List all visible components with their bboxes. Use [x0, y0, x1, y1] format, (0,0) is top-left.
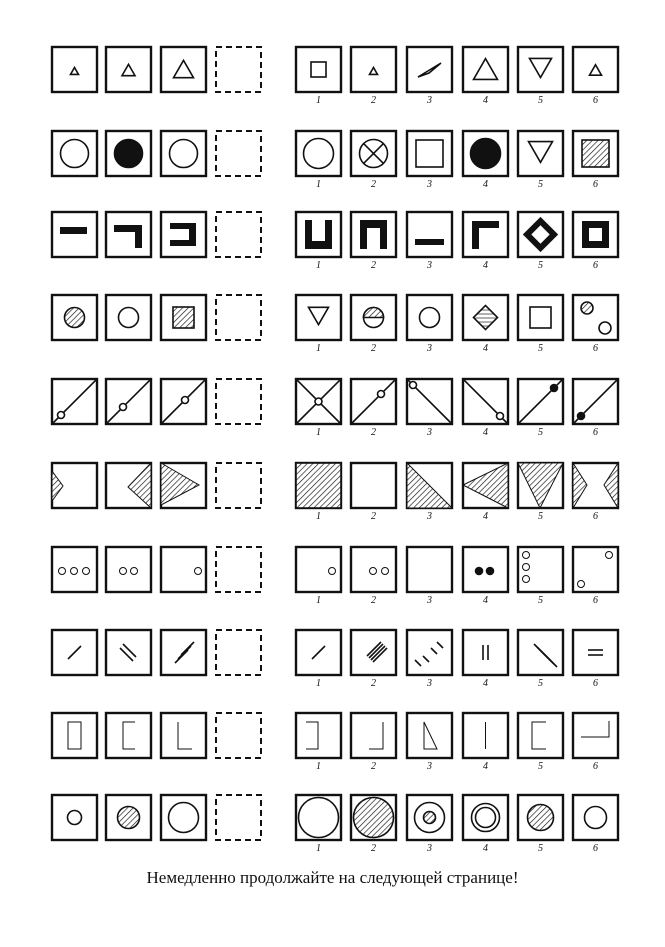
row-8-option-1[interactable] [296, 630, 341, 675]
row-2-option-1[interactable] [296, 131, 341, 176]
row-2-option-4[interactable] [463, 131, 508, 176]
row-8-option-4[interactable] [463, 630, 508, 675]
row-2-option-1-number: 1 [316, 179, 321, 190]
row-7-option-6-number: 6 [593, 595, 598, 606]
row-8-option-3-number: 3 [427, 678, 432, 689]
row-4-option-1[interactable] [296, 295, 341, 340]
row-3-option-4[interactable] [463, 212, 508, 257]
row-6-option-1-number: 1 [316, 511, 321, 522]
row-7-option-1-number: 1 [316, 595, 321, 606]
row-3-option-6-number: 6 [593, 260, 598, 271]
row-6-option-4[interactable] [463, 463, 508, 508]
row-4-option-4[interactable] [463, 295, 508, 340]
row-10-option-2[interactable] [351, 795, 396, 840]
row-5-option-1-number: 1 [316, 427, 321, 438]
row-3-option-2[interactable] [351, 212, 396, 257]
row-10-option-3-number: 3 [427, 843, 432, 854]
row-9-option-6-number: 6 [593, 761, 598, 772]
row-4-option-6[interactable] [573, 295, 618, 340]
row-5-sequence-figure-1 [52, 379, 97, 424]
row-1-option-6-number: 6 [593, 95, 598, 106]
row-1-sequence-figure-3 [161, 47, 206, 92]
row-1-option-1[interactable] [296, 47, 341, 92]
row-2-sequence-figure-3 [161, 131, 206, 176]
row-4-sequence-figure-2 [106, 295, 151, 340]
row-1-option-3[interactable] [407, 47, 452, 92]
row-5-option-6[interactable] [573, 379, 618, 424]
row-1-sequence-figure-1 [52, 47, 97, 92]
row-9-option-3[interactable] [407, 713, 452, 758]
row-1-option-6[interactable] [573, 47, 618, 92]
row-1-option-4-number: 4 [483, 95, 488, 106]
row-3-sequence-figure-3 [161, 212, 206, 257]
row-6-option-4-number: 4 [483, 511, 488, 522]
row-2-sequence-figure-1 [52, 131, 97, 176]
row-4-option-2-number: 2 [371, 343, 376, 354]
row-2-option-5-number: 5 [538, 179, 543, 190]
row-4-option-3[interactable] [407, 295, 452, 340]
row-5-sequence-figure-3 [161, 379, 206, 424]
row-9-option-5-number: 5 [538, 761, 543, 772]
row-10-sequence-figure-3 [161, 795, 206, 840]
row-10-sequence-figure-1 [52, 795, 97, 840]
row-3-sequence-figure-1 [52, 212, 97, 257]
row-2-answer-slot [216, 131, 261, 176]
row-8-option-5[interactable] [518, 630, 563, 675]
row-2-option-6-number: 6 [593, 179, 598, 190]
row-5-option-4-number: 4 [483, 427, 488, 438]
row-6-option-2[interactable] [351, 463, 396, 508]
row-4-option-4-number: 4 [483, 343, 488, 354]
row-1-option-5[interactable] [518, 47, 563, 92]
row-6-option-3-number: 3 [427, 511, 432, 522]
row-4-sequence-figure-1 [52, 295, 97, 340]
row-10-option-6-number: 6 [593, 843, 598, 854]
row-7-option-5-number: 5 [538, 595, 543, 606]
row-8-option-6[interactable] [573, 630, 618, 675]
row-10-answer-slot [216, 795, 261, 840]
row-7-option-1[interactable] [296, 547, 341, 592]
row-9-option-5[interactable] [518, 713, 563, 758]
row-5-option-5[interactable] [518, 379, 563, 424]
row-5-option-2-number: 2 [371, 427, 376, 438]
row-3-option-1-number: 1 [316, 260, 321, 271]
row-3-option-2-number: 2 [371, 260, 376, 271]
row-1-sequence-figure-2 [106, 47, 151, 92]
row-7-option-6[interactable] [573, 547, 618, 592]
row-1-option-2-number: 2 [371, 95, 376, 106]
row-5-answer-slot [216, 379, 261, 424]
row-3-option-3[interactable] [407, 212, 452, 257]
row-3-sequence-figure-2 [106, 212, 151, 257]
row-6-sequence-figure-1 [52, 463, 97, 508]
row-4-option-5-number: 5 [538, 343, 543, 354]
row-8-sequence-figure-3 [161, 630, 206, 675]
row-6-option-2-number: 2 [371, 511, 376, 522]
footer-instruction: Немедленно продолжайте на следующей странице! [146, 868, 519, 887]
row-8-option-5-number: 5 [538, 678, 543, 689]
row-6-answer-slot [216, 463, 261, 508]
row-6-sequence-figure-2 [106, 463, 151, 508]
row-5-option-6-number: 6 [593, 427, 598, 438]
row-8-sequence-figure-2 [106, 630, 151, 675]
row-10-sequence-figure-2 [106, 795, 151, 840]
row-8-sequence-figure-1 [52, 630, 97, 675]
row-9-option-2[interactable] [351, 713, 396, 758]
row-9-sequence-figure-2 [106, 713, 151, 758]
row-10-option-3[interactable] [407, 795, 452, 840]
row-5-option-1[interactable] [296, 379, 341, 424]
row-3-answer-slot [216, 212, 261, 257]
row-9-option-4-number: 4 [483, 761, 488, 772]
row-10-option-2-number: 2 [371, 843, 376, 854]
row-6-option-6[interactable] [573, 463, 618, 508]
row-6-option-1[interactable] [296, 463, 341, 508]
row-9-option-3-number: 3 [427, 761, 432, 772]
row-5-option-3[interactable] [407, 379, 452, 424]
row-7-option-4-number: 4 [483, 595, 488, 606]
row-1-option-4[interactable] [463, 47, 508, 92]
row-1-option-5-number: 5 [538, 95, 543, 106]
row-9-option-2-number: 2 [371, 761, 376, 772]
row-4-option-6-number: 6 [593, 343, 598, 354]
row-8-answer-slot [216, 630, 261, 675]
row-5-sequence-figure-2 [106, 379, 151, 424]
row-2-option-2-number: 2 [371, 179, 376, 190]
row-10-option-6[interactable] [573, 795, 618, 840]
row-10-option-1-number: 1 [316, 843, 321, 854]
row-10-option-4-number: 4 [483, 843, 488, 854]
row-4-option-5[interactable] [518, 295, 563, 340]
row-9-option-4[interactable] [463, 713, 508, 758]
row-8-option-2[interactable] [351, 630, 396, 675]
row-8-option-3[interactable] [407, 630, 452, 675]
row-1-option-2[interactable] [351, 47, 396, 92]
row-10-option-5[interactable] [518, 795, 563, 840]
row-2-option-3-number: 3 [427, 179, 432, 190]
row-8-option-6-number: 6 [593, 678, 598, 689]
row-3-option-6[interactable] [573, 212, 618, 257]
row-10-option-5-number: 5 [538, 843, 543, 854]
row-3-option-1[interactable] [296, 212, 341, 257]
row-9-option-1[interactable] [296, 713, 341, 758]
row-4-answer-slot [216, 295, 261, 340]
row-8-option-4-number: 4 [483, 678, 488, 689]
row-6-sequence-figure-3 [161, 463, 206, 508]
row-4-sequence-figure-3 [161, 295, 206, 340]
row-1-answer-slot [216, 47, 261, 92]
row-7-option-4[interactable] [463, 547, 508, 592]
row-6-option-3[interactable] [407, 463, 452, 508]
row-7-sequence-figure-1 [52, 547, 97, 592]
row-2-option-4-number: 4 [483, 179, 488, 190]
row-7-option-2-number: 2 [371, 595, 376, 606]
row-7-sequence-figure-3 [161, 547, 206, 592]
row-7-option-5[interactable] [518, 547, 563, 592]
row-7-option-3-number: 3 [427, 595, 432, 606]
row-8-option-2-number: 2 [371, 678, 376, 689]
row-3-option-5-number: 5 [538, 260, 543, 271]
row-5-option-2[interactable] [351, 379, 396, 424]
row-2-sequence-figure-2 [106, 131, 151, 176]
row-1-option-1-number: 1 [316, 95, 321, 106]
row-4-option-3-number: 3 [427, 343, 432, 354]
row-10-option-1[interactable] [296, 795, 341, 840]
row-4-option-2[interactable] [351, 295, 396, 340]
row-8-option-1-number: 1 [316, 678, 321, 689]
row-9-sequence-figure-1 [52, 713, 97, 758]
row-2-option-6[interactable] [573, 131, 618, 176]
row-3-option-5[interactable] [518, 212, 563, 257]
row-2-option-5[interactable] [518, 131, 563, 176]
row-7-answer-slot [216, 547, 261, 592]
row-5-option-3-number: 3 [427, 427, 432, 438]
row-5-option-5-number: 5 [538, 427, 543, 438]
row-9-option-1-number: 1 [316, 761, 321, 772]
row-10-option-4[interactable] [463, 795, 508, 840]
row-4-option-1-number: 1 [316, 343, 321, 354]
row-6-option-6-number: 6 [593, 511, 598, 522]
row-6-option-5-number: 5 [538, 511, 543, 522]
row-7-sequence-figure-2 [106, 547, 151, 592]
row-9-option-6[interactable] [573, 713, 618, 758]
row-1-option-3-number: 3 [427, 95, 432, 106]
row-9-sequence-figure-3 [161, 713, 206, 758]
row-3-option-3-number: 3 [427, 260, 432, 271]
row-2-option-3[interactable] [407, 131, 452, 176]
row-3-option-4-number: 4 [483, 260, 488, 271]
row-7-option-2[interactable] [351, 547, 396, 592]
row-5-option-4[interactable] [463, 379, 508, 424]
row-7-option-3[interactable] [407, 547, 452, 592]
row-2-option-2[interactable] [351, 131, 396, 176]
row-6-option-5[interactable] [518, 463, 563, 508]
row-9-answer-slot [216, 713, 261, 758]
